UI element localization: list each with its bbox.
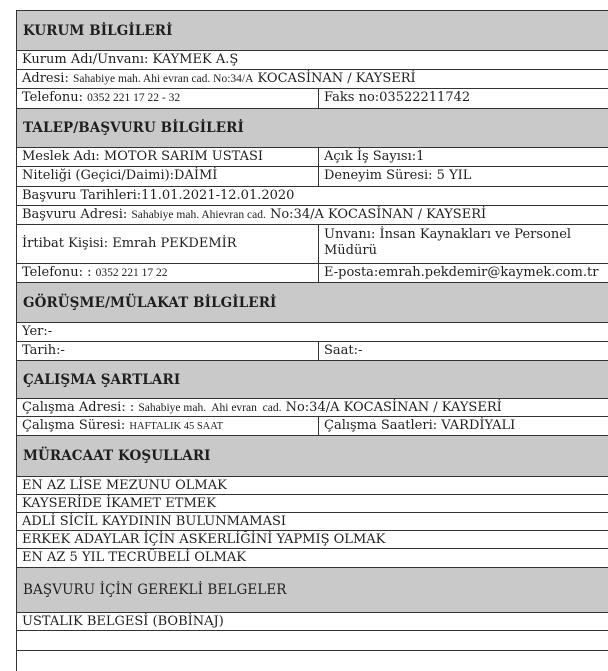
calisma-saatleri: Çalışma Saatleri: VARDİYALI: [324, 418, 516, 433]
calisma-adresi: [17, 399, 608, 416]
condition-row: [17, 513, 608, 531]
condition-item: ADLİ SİCİL KAYDININ BULUNMAMASI: [22, 514, 287, 529]
acik-is-sayisi: Açık İş Sayısı:1: [324, 149, 425, 164]
yer: Yer:-: [22, 324, 53, 339]
empty-cell: [17, 651, 608, 671]
tarih: Tarih:-: [17, 342, 319, 360]
kurum-adres: [17, 70, 608, 88]
section-header-kurum: [17, 11, 608, 51]
sure-value: HAFTALIK 45 SAAT: [129, 421, 224, 432]
section-title: MÜRACAAT KOŞULLARI: [23, 448, 211, 464]
calisma-adres-value: Sahabiye mah. Ahi evran cad.: [138, 402, 282, 414]
empty-cell: [17, 631, 608, 650]
tel-label: Telefonu: :: [22, 265, 96, 280]
section-title: ÇALIŞMA ŞARTLARI: [23, 371, 181, 388]
row-meslek: [17, 148, 608, 167]
row-basvuru-adresi: [17, 206, 608, 225]
address-value: Sahabiye mah. Ahi evran cad. No:34/A: [72, 73, 254, 85]
row-kurum-adi: [17, 51, 608, 70]
row-telefon-eposta: [17, 264, 608, 283]
section-title: TALEP/BAŞVURU BİLGİLERİ: [23, 120, 244, 136]
row-calisma-adresi: [17, 399, 608, 417]
eposta[interactable]: E-posta:emrah.pekdemir@kaymek.com.tr: [324, 265, 599, 280]
condition-row: [17, 531, 608, 549]
section-title: KURUM BİLGİLERİ: [23, 22, 173, 39]
condition-item: EN AZ 5 YIL TECRÜBELİ OLMAK: [22, 550, 246, 565]
address-rest: KOCASİNAN / KAYSERİ: [253, 71, 416, 86]
condition-row: [17, 495, 608, 513]
irtibat-telefon: [17, 264, 319, 282]
adres-rest: No:34/A KOCASİNAN / KAYSERİ: [265, 207, 487, 222]
condition-item: KAYSERİDE İKAMET ETMEK: [22, 496, 216, 511]
section-header-gorusme: [17, 283, 608, 323]
basvuru-adresi: [17, 206, 608, 224]
irtibat-kisisi: [17, 225, 319, 263]
calisma-adres-label: Çalışma Adresi: :: [22, 400, 139, 415]
row-irtibat: [17, 225, 608, 264]
condition-row: [17, 477, 608, 495]
section-header-muracaat: [17, 436, 608, 477]
section-header-talep: [17, 109, 608, 148]
condition-row: [17, 549, 608, 568]
section-header-belgeler: [17, 568, 608, 613]
document-item: USTALIK BELGESİ (BOBİNAJ): [22, 614, 224, 629]
tel-value: 0352 221 17 22: [95, 267, 168, 279]
row-calisma-suresi: [17, 417, 608, 436]
unvan-line-1: Unvanı: İnsan Kaynakları ve Personel: [324, 227, 572, 242]
kurum-faks: Faks no:03522211742: [324, 90, 471, 105]
adres-value: Sahabiye mah. Ahievran cad.: [131, 209, 266, 221]
unvan-line-2: Müdürü: [324, 243, 377, 258]
unvani: [319, 225, 608, 263]
sure-label: Çalışma Süresi:: [22, 418, 130, 433]
section-title: GÖRÜŞME/MÜLAKAT BİLGİLERİ: [23, 294, 277, 311]
basvuru-tarihleri: Başvuru Tarihleri:11.01.2021-12.01.2020: [22, 188, 295, 203]
document-row: [17, 613, 608, 631]
deneyim-suresi: Deneyim Süresi: 5 YIL: [324, 168, 472, 183]
row-kurum-telefon: [17, 89, 608, 109]
irtibat-text: İrtibat Kişisi: Emrah PEKDEMİR: [22, 236, 237, 251]
condition-item: ERKEK ADAYLAR İÇİN ASKERLİĞİNİ YAPMIŞ OLMAK: [22, 532, 386, 547]
row-nitelik: [17, 167, 608, 187]
empty-row: [17, 651, 608, 671]
row-kurum-adres: [17, 70, 608, 89]
job-posting-form: [16, 10, 608, 671]
row-tarih-saat: [17, 342, 608, 361]
empty-row: [17, 631, 608, 651]
row-basvuru-tarihleri: [17, 187, 608, 206]
phone-label: Telefonu:: [22, 90, 88, 105]
address-label: Adresi:: [22, 71, 73, 86]
condition-item: EN AZ LİSE MEZUNU OLMAK: [22, 478, 227, 493]
meslek-adi: Meslek Adı: MOTOR SARIM USTASI: [17, 148, 319, 166]
saat: Saat:-: [324, 343, 363, 358]
section-title: BAŞVURU İÇİN GEREKLİ BELGELER: [23, 582, 287, 598]
section-header-calisma: [17, 361, 608, 399]
calisma-adres-rest: No:34/A KOCASİNAN / KAYSERİ: [281, 400, 502, 415]
calisma-suresi: [17, 417, 319, 435]
niteligi: Niteliği (Geçici/Daimi):DAİMİ: [17, 167, 319, 186]
kurum-telefon: [17, 89, 319, 108]
phone-value: 0352 221 17 22 - 32: [87, 92, 181, 104]
row-yer: [17, 323, 608, 342]
adres-label: Başvuru Adresi:: [22, 207, 132, 222]
kurum-adi: Kurum Adı/Unvanı: KAYMEK A.Ş: [22, 52, 239, 67]
